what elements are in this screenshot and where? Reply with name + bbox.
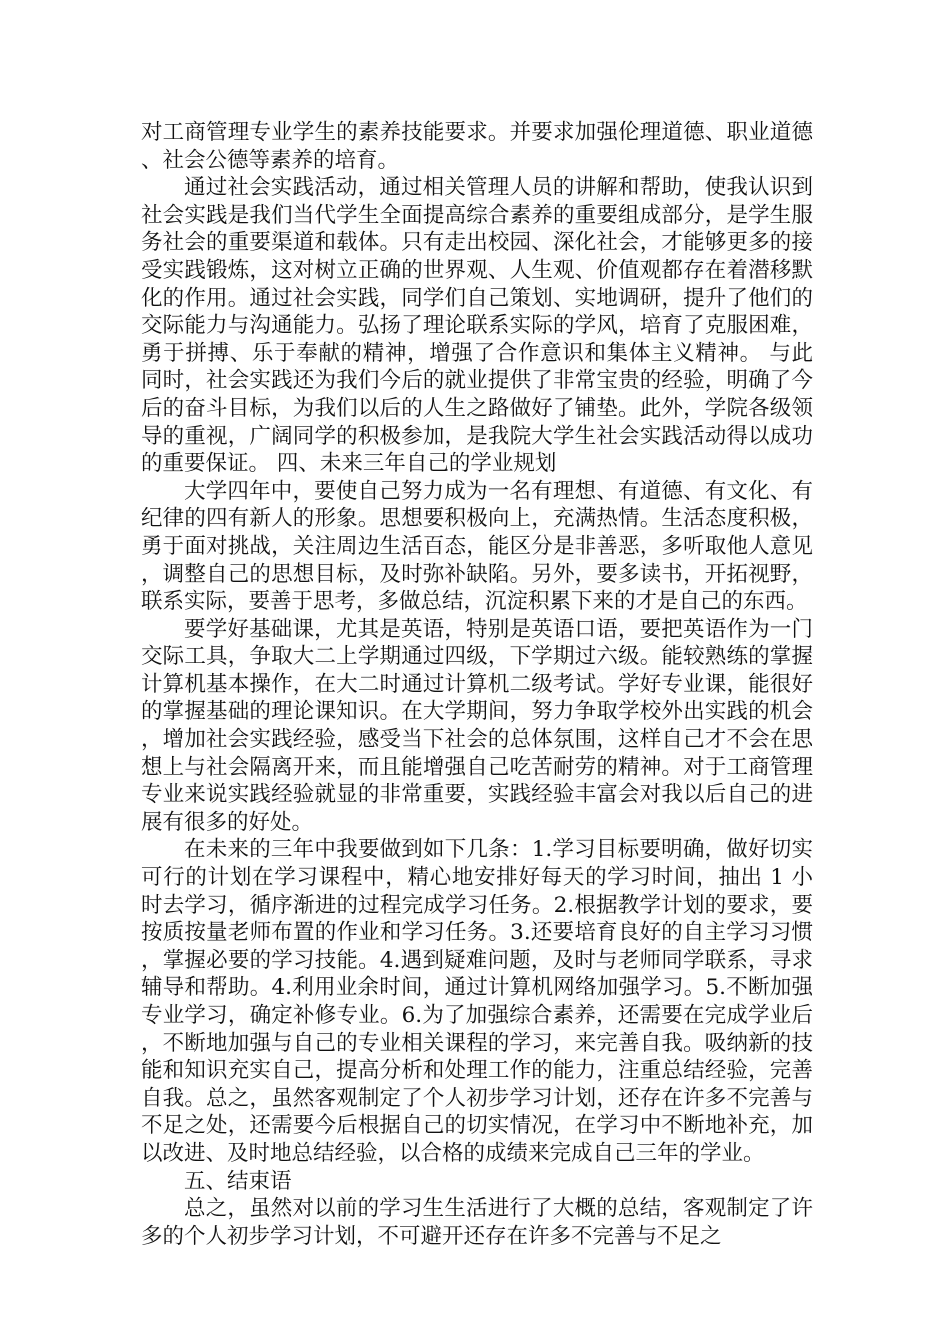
paragraph-ethics-requirements: 对工商管理专业学生的素养技能要求。并要求加强伦理道德、职业道德、社会公德等素养的培育。: [141, 120, 813, 173]
paragraph-four-year-goals: 大学四年中，要使自己努力成为一名有理想、有道德、有文化、有纪律的四有新人的形象。思想要积极向上，充满热情。生活态度积极，勇于面对挑战，关注周边生活百态，能区分是非善恶，多听取他人意见，调整自己的思想目标，及时弥补缺陷。另外，要多读书，开拓视野，联系实际，要善于思考，多做总结，沉淀积累下来的才是自己的东西。: [141, 478, 813, 615]
paragraph-conclusion: 总之，虽然对以前的学习生生活进行了大概的总结，客观制定了许多的个人初步学习计划，不可避开还存在许多不完善与不足之: [141, 1196, 813, 1249]
paragraph-social-practice: 通过社会实践活动，通过相关管理人员的讲解和帮助，使我认识到社会实践是我们当代学生全面提高综合素养的重要组成部分，是学生服务社会的重要渠道和载体。只有走出校园、深化社会，才能够更多的接受实践锻炼，这对树立正确的世界观、人生观、价值观都存在着潜移默化的作用。通过社会实践，同学们自己策划、实地调研，提升了他们的交际能力与沟通能力。弘扬了理论联系实际的学风，培育了克服困难，勇于拼搏、乐于奉献的精神，增强了合作意识和集体主义精神。 与此同时，社会实践还为我们今后的就业提供了非常宝贵的经验，明确了今后的奋斗目标，为我们以后的人生之路做好了铺垫。此外，学院各级领导的重视，广阔同学的积极参加，是我院大学生社会实践活动得以成功的重要保证。 四、未来三年自己的学业规划: [141, 175, 813, 477]
section-heading-conclusion: 五、结束语: [184, 1168, 292, 1194]
document-page: [141, 119, 813, 1250]
paragraph-basic-courses: 要学好基础课，尤其是英语，特别是英语口语，要把英语作为一门交际工具，争取大二上学期通过四级，下学期过六级。能较熟练的掌握计算机基本操作，在大二时通过计算机二级考试。学好专业课，能很好的掌握基础的理论课知识。在大学期间，努力争取学校外出实践的机会，增加社会实践经验，感受当下社会的总体氛围，这样自己才不会在思想上与社会隔离开来，而且能增强自己吃苦耐劳的精神。对于工商管理专业来说实践经验就显的非常重要，实践经验丰富会对我以后自己的进展有很多的好处。: [141, 616, 813, 835]
paragraph-three-year-plan: 在未来的三年中我要做到如下几条：1.学习目标要明确，做好切实可行的计划在学习课程中，精心地安排好每天的学习时间，抽出 1 小时去学习，循序渐进的过程完成学习任务。2.根据教学计划的要求，要按质按量老师布置的作业和学习任务。3.还要培育良好的自主学习习惯，掌握必要的学习技能。4.遇到疑难问题，及时与老师同学联系，寻求辅导和帮助。4.利用业余时间，通过计算机网络加强学习。5.不断加强专业学习，确定补修专业。6.为了加强综合素养，还需要在完成学业后，不断地加强与自己的专业相关课程的学习，来完善自我。吸纳新的技能和知识充实自己，提高分析和处理工作的能力，注重总结经验，完善自我。总之，虽然客观制定了个人初步学习计划，还存在许多不完善与不足之处，还需要今后根据自己的切实情况，在学习中不断地补充，加以改进、及时地总结经验，以合格的成绩来完成自己三年的学业。: [141, 837, 813, 1166]
